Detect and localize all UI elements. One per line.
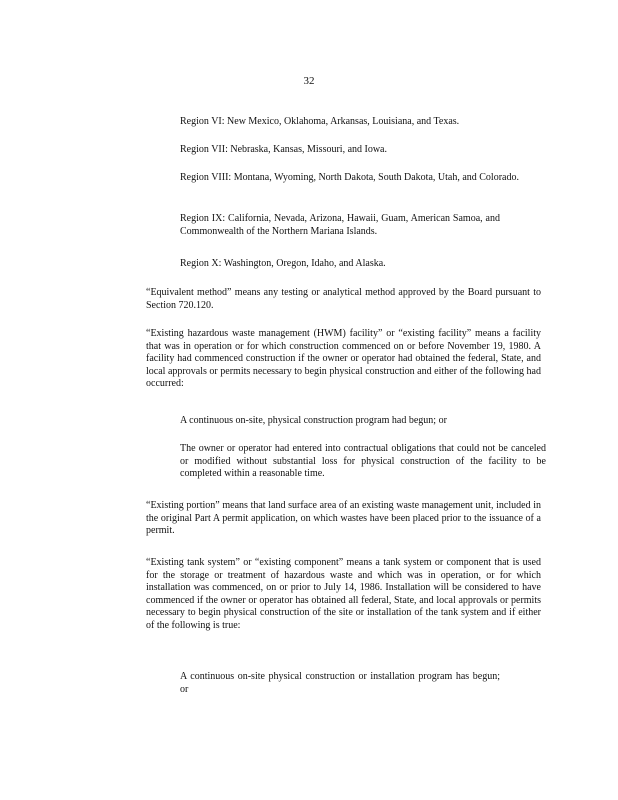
region-viii: Region VIII: Montana, Wyoming, North Dakota, South Dakota, Utah, and Colorado. bbox=[180, 172, 519, 183]
existing-facility-condition-a: A continuous on-site, physical construction program had begun; or bbox=[180, 415, 447, 426]
region-vii: Region VII: Nebraska, Kansas, Missouri, and Iowa. bbox=[180, 144, 387, 155]
definition-existing-hwm-facility: “Existing hazardous waste management (HWM) facility” or “existing facility” means a facility that was in operation or for which construction commenced on or before November 19, 1980. A facility had commenced construction if the owner or operator had obtained the federal, State, and local approvals or permits necessary to begin physical construction and either of the following had occurred: bbox=[146, 328, 541, 389]
definition-existing-tank-system: “Existing tank system” or “existing component” means a tank system or component that is used for the storage or treatment of hazardous waste and which was in operation, or for which installation was commenced, on or prior to July 14, 1986. Installation will be considered to have commenced if the owner or operator has obtained all federal, State, and local approvals or permits necessary to begin physical construction of the site or installation of the tank system and if either of the following is true: bbox=[146, 557, 541, 631]
existing-facility-condition-b: The owner or operator had entered into contractual obligations that could not be canceled or modified without substantial loss for physical construction of the facility to be completed within a reasonable time. bbox=[180, 443, 546, 479]
region-vi: Region VI: New Mexico, Oklahoma, Arkansas, Louisiana, and Texas. bbox=[180, 116, 460, 127]
definition-existing-portion: “Existing portion” means that land surface area of an existing waste management unit, included in the original Part A permit application, on which wastes have been placed prior to the issuance of a permit. bbox=[146, 500, 541, 536]
definition-equivalent-method: “Equivalent method” means any testing or analytical method approved by the Board pursuant to Section 720.120. bbox=[146, 287, 541, 311]
region-ix: Region IX: California, Nevada, Arizona, Hawaii, Guam, American Samoa, and Commonwealth of the Northern Mariana Islands. bbox=[180, 213, 500, 237]
page-number: 32 bbox=[303, 75, 315, 87]
existing-tank-condition-a: A continuous on-site physical construction or installation program has begun; or bbox=[180, 671, 500, 695]
region-x: Region X: Washington, Oregon, Idaho, and Alaska. bbox=[180, 258, 386, 269]
